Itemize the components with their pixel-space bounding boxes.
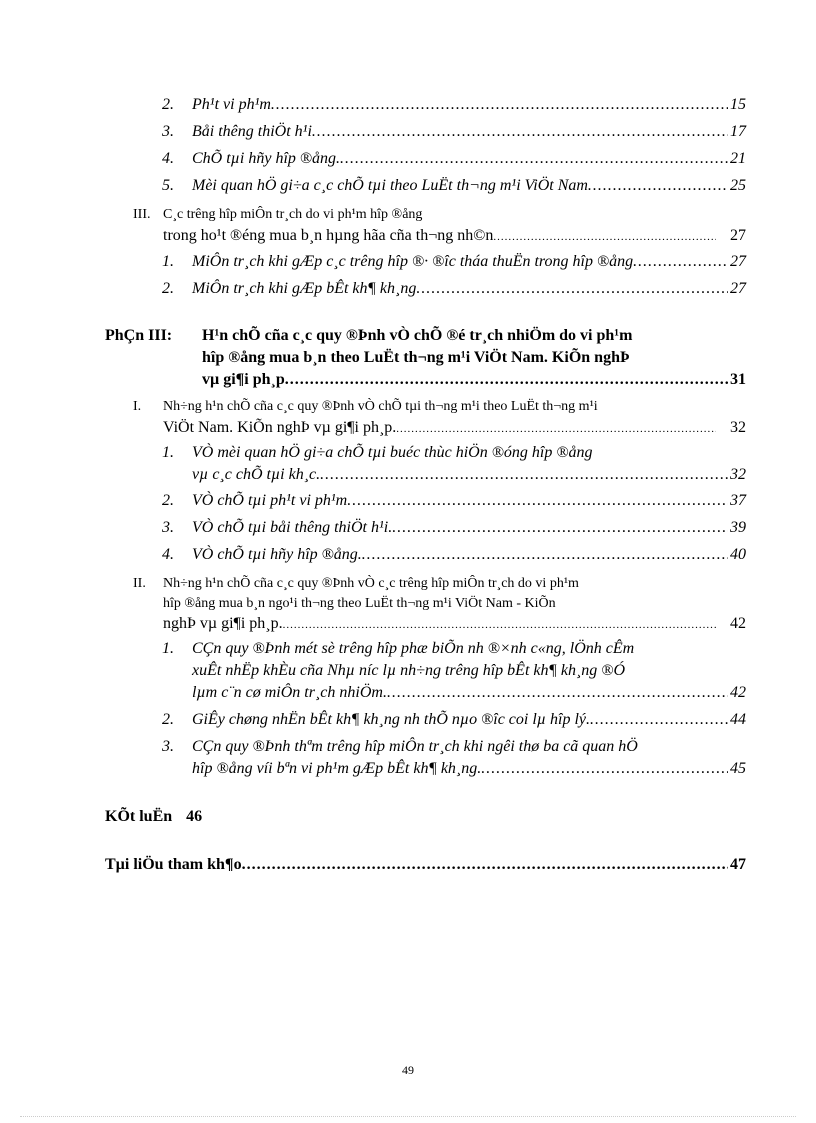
toc-entry-title: CÇn quy ®Þnh thªm trêng hîp miÔn tr¸ch khi ngêi thø ba cã quan hÖ	[192, 738, 638, 755]
leader-dots	[590, 710, 728, 730]
toc-entry-number: 2.	[162, 492, 174, 509]
leader-dots	[633, 252, 728, 272]
toc-entry-number: 5.	[162, 177, 174, 194]
leader-dots	[362, 545, 728, 565]
leader-dots	[588, 176, 728, 196]
toc-references[interactable]	[105, 855, 746, 875]
toc-entry-page: 15	[730, 96, 746, 113]
leader-dots	[340, 149, 728, 169]
leader-dots	[283, 615, 716, 635]
toc-section-number: I.	[133, 399, 142, 414]
toc-entry-title: VÒ mèi quan hÖ gi÷a chÕ tµi buéc thùc hiÖn ®óng hîp ®ång	[192, 444, 593, 461]
toc-entry-title: Båi thêng thiÖt h¹i	[192, 123, 312, 140]
toc-entry[interactable]	[192, 465, 746, 485]
leader-dots	[493, 227, 716, 247]
toc-entry-number: 3.	[162, 123, 174, 140]
toc-entry-title: VÒ chÕ tµi båi thêng thiÖt h¹i.	[192, 519, 393, 536]
toc-entry-page: 40	[730, 546, 746, 563]
toc-entry-number: 4.	[162, 150, 174, 167]
leader-dots	[396, 419, 716, 439]
leader-dots	[312, 122, 728, 142]
toc-entry[interactable]	[162, 710, 746, 730]
toc-section-heading-line3[interactable]	[163, 614, 746, 635]
leader-dots	[416, 279, 728, 299]
toc-entry-title: ChÕ tµi hñy hîp ®ång.	[192, 150, 341, 167]
toc-part-label[interactable]: PhÇn III:	[105, 327, 173, 344]
leader-dots	[285, 370, 728, 390]
leader-dots	[242, 855, 728, 875]
leader-dots	[392, 518, 728, 538]
toc-part-title-line1: H¹n chÕ cña c¸c quy ®Þnh vÒ chÕ ®é tr¸ch nhiÖm do vi ph¹m	[202, 327, 633, 344]
toc-section-title-line2: trong ho¹t ®éng mua b¸n hµng hãa cña th¬ng nh©n	[163, 227, 494, 244]
toc-entry-title: VÒ chÕ tµi ph¹t vi ph¹m	[192, 492, 348, 509]
toc-conclusion-page: 46	[186, 808, 203, 825]
leader-dots	[271, 95, 728, 115]
toc-entry-line1[interactable]	[162, 443, 592, 463]
toc-entry[interactable]	[192, 759, 746, 779]
toc-entry-number: 2.	[162, 280, 174, 297]
leader-dots	[387, 683, 728, 703]
toc-entry[interactable]	[162, 491, 746, 511]
leader-dots	[481, 759, 728, 779]
toc-entry-page: 39	[730, 519, 746, 536]
toc-section-heading[interactable]	[133, 397, 598, 417]
toc-entry[interactable]	[162, 252, 746, 272]
toc-entry-page: 27	[730, 253, 746, 270]
page-number: 49	[402, 1063, 414, 1077]
toc-entry-title: vµ c¸c chÕ tµi kh¸c.	[192, 466, 321, 483]
toc-entry[interactable]	[162, 545, 746, 565]
leader-dots	[320, 465, 728, 485]
toc-section-number: II.	[133, 576, 146, 591]
toc-entry-title-line2: xuÊt nhËp khÈu cña Nhµ níc lµ nh÷ng trêng hîp bÊt kh¶ kh¸ng ®Ó	[192, 662, 625, 679]
toc-section-title-line3: nghÞ vµ gi¶i ph¸p.	[163, 615, 283, 632]
toc-entry-line1[interactable]	[162, 737, 638, 757]
toc-entry-title: hîp ®ång víi bªn vi ph¹m gÆp bÊt kh¶ kh¸ng.	[192, 760, 482, 777]
toc-entry-page: 45	[730, 760, 746, 777]
toc-section-page: 32	[730, 419, 746, 436]
toc-entry[interactable]	[192, 683, 746, 703]
toc-entry-number: 3.	[162, 519, 174, 536]
toc-entry-title: MiÔn tr¸ch khi gÆp bÊt kh¶ kh¸ng	[192, 280, 417, 297]
toc-entry-page: 17	[730, 123, 746, 140]
toc-entry-number: 1.	[162, 253, 174, 270]
toc-entry[interactable]	[162, 149, 746, 169]
toc-part-title-line2: hîp ®ång mua b¸n theo LuËt th¬ng m¹i ViÖt Nam. KiÕn nghÞ	[202, 349, 630, 366]
toc-section-page: 42	[730, 615, 746, 632]
toc-section-heading[interactable]	[133, 574, 579, 594]
toc-entry-line1[interactable]	[162, 639, 634, 659]
toc-entry-page: 27	[730, 280, 746, 297]
toc-conclusion[interactable]	[105, 807, 202, 827]
toc-section-heading-line2[interactable]	[163, 418, 746, 439]
toc-section-heading[interactable]	[133, 205, 422, 225]
toc-entry-title: Ph¹t vi ph¹m	[192, 96, 271, 113]
toc-conclusion-label: KÕt luËn	[105, 808, 173, 825]
toc-entry-title: MiÔn tr¸ch khi gÆp c¸c trêng hîp ®· ®îc tháa thuËn trong hîp ®ång	[192, 253, 634, 270]
toc-section-number: III.	[133, 207, 151, 222]
toc-entry-title: Mèi quan hÖ gi÷a c¸c chÕ tµi theo LuËt th¬ng m¹i ViÖt Nam	[192, 177, 588, 194]
toc-entry-number: 1.	[162, 444, 174, 461]
toc-entry-page: 37	[730, 492, 746, 509]
toc-section-title-line2: ViÖt Nam. KiÕn nghÞ vµ gi¶i ph¸p.	[163, 419, 397, 436]
toc-references-label: Tµi liÖu tham kh¶o	[105, 856, 242, 873]
toc-part-title-line3[interactable]	[202, 370, 746, 390]
toc-entry-title: VÒ chÕ tµi hñy hîp ®ång.	[192, 546, 362, 563]
toc-part-title-text: vµ gi¶i ph¸p	[202, 371, 285, 388]
toc-entry-title: CÇn quy ®Þnh mét sè trêng hîp phæ biÕn nh ®×nh c«ng, lÖnh cÊm	[192, 640, 635, 657]
toc-entry-number: 3.	[162, 738, 174, 755]
toc-entry[interactable]	[162, 122, 746, 142]
toc-section-title-line1: Nh÷ng h¹n chÕ cña c¸c quy ®Þnh vÒ chÕ tµi th¬ng m¹i theo LuËt th¬ng m¹i	[163, 399, 598, 414]
toc-entry-page: 44	[730, 711, 746, 728]
toc-section-title-line1: C¸c trêng hîp miÔn tr¸ch do vi ph¹m hîp ®ång	[163, 207, 423, 222]
toc-entry-title: lµm c¨n cø miÔn tr¸ch nhiÖm.	[192, 684, 387, 701]
toc-section-title-line1: Nh÷ng h¹n chÕ cña c¸c quy ®Þnh vÒ c¸c trêng hîp miÔn tr¸ch do vi ph¹m	[163, 576, 579, 591]
toc-entry[interactable]	[162, 95, 746, 115]
toc-entry[interactable]	[162, 279, 746, 299]
toc-entry[interactable]	[162, 518, 746, 538]
toc-entry-number: 4.	[162, 546, 174, 563]
toc-entry-number: 2.	[162, 96, 174, 113]
toc-entry[interactable]	[162, 176, 746, 196]
toc-entry-page: 21	[730, 150, 746, 167]
toc-entry-number: 1.	[162, 640, 174, 657]
toc-entry-page: 32	[730, 466, 746, 483]
leader-dots	[347, 491, 728, 511]
toc-entry-number: 2.	[162, 711, 174, 728]
toc-section-page: 27	[730, 227, 746, 244]
page-bottom-divider	[20, 1116, 796, 1117]
toc-entry-title: GiÊy chøng nhËn bÊt kh¶ kh¸ng nh thÕ nµo ®îc coi lµ hîp lý.	[192, 711, 590, 728]
toc-entry-page: 42	[730, 684, 746, 701]
toc-part-page: 31	[730, 371, 746, 388]
toc-references-page: 47	[730, 856, 746, 873]
toc-section-title-line2: hîp ®ång mua b¸n ngo¹i th¬ng theo LuËt th¬ng m¹i ViÖt Nam - KiÕn	[163, 596, 556, 611]
toc-entry-page: 25	[730, 177, 746, 194]
toc-section-heading-line2[interactable]	[163, 226, 746, 247]
